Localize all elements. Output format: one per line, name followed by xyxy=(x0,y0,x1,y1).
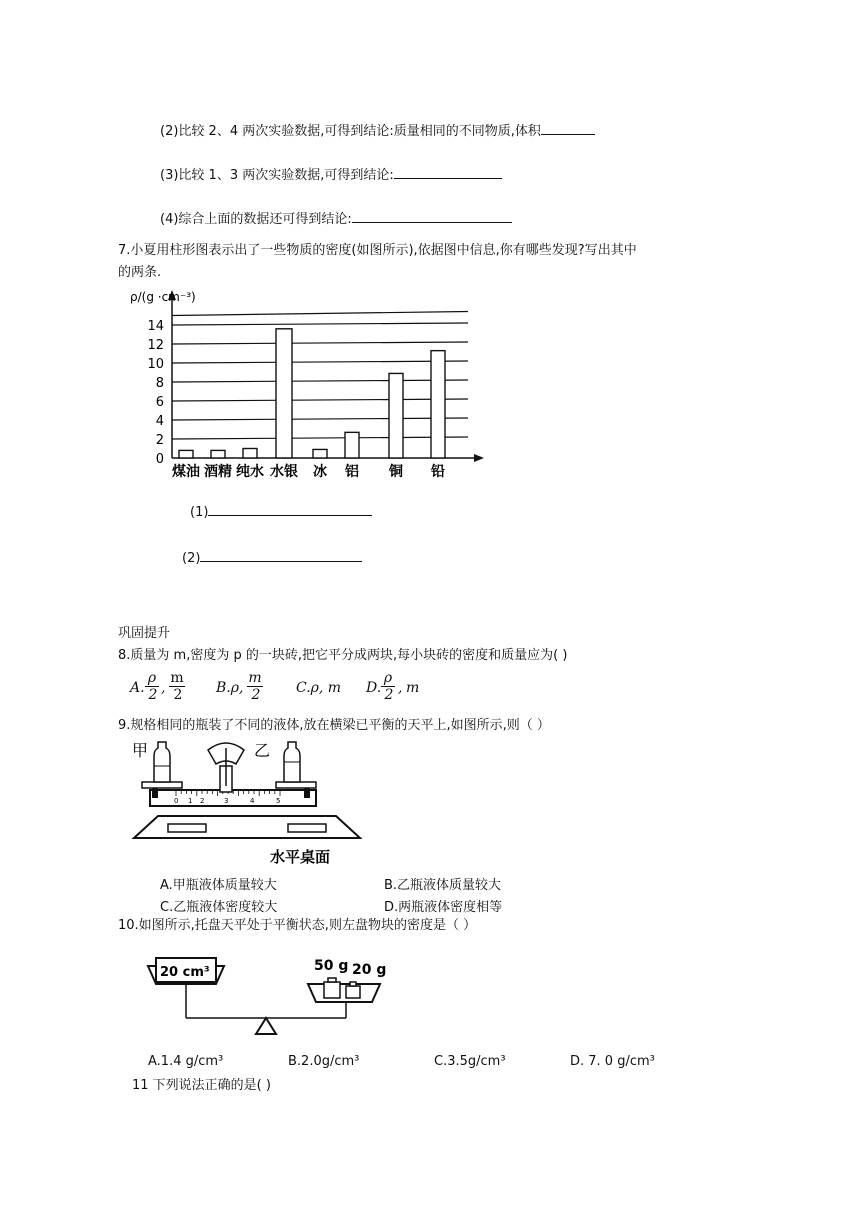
weight-20g-knob xyxy=(350,982,356,986)
q9-option-c[interactable]: C.乙瓶液体密度较大 xyxy=(160,900,278,915)
pan-left xyxy=(142,782,182,788)
chart-y-ticks xyxy=(147,319,164,467)
x-axis-arrow xyxy=(474,454,484,462)
label-jia: 甲 xyxy=(132,741,149,760)
scale-mark-1: 1 xyxy=(188,797,193,805)
category-label: 水银 xyxy=(270,464,298,480)
q8-option-c: C.ρ, m xyxy=(296,680,342,696)
scale-mark-4: 4 xyxy=(250,797,255,805)
y-tick-label: 4 xyxy=(155,414,164,429)
gridline xyxy=(172,361,468,363)
q6-part4-text: (4)综合上面的数据还可得到结论: xyxy=(160,212,352,227)
category-label: 冰 xyxy=(313,464,327,480)
gridline xyxy=(172,380,468,382)
scale-mark-3: 3 xyxy=(224,797,229,805)
weight-50g-label: 50 g xyxy=(314,958,349,974)
bar-5 xyxy=(345,432,359,458)
q8-b-numerator: m xyxy=(248,670,262,686)
y-tick-label: 12 xyxy=(147,338,164,353)
pan-right xyxy=(276,782,316,788)
q7-answer2-blank[interactable] xyxy=(200,549,362,562)
y-tick-label: 8 xyxy=(155,376,164,391)
q7-answer1 xyxy=(190,503,372,521)
q10-option-c[interactable]: C.3.5g/cm³ xyxy=(434,1054,506,1069)
q8-d-denominator: 2 xyxy=(384,687,394,703)
q8-a2-denominator: 2 xyxy=(173,687,183,703)
tray-right xyxy=(308,984,380,1002)
chart-grid xyxy=(172,312,468,440)
q7-answer1-label: (1) xyxy=(190,505,209,520)
q8-d-mass: m xyxy=(406,680,420,696)
q7-stem-line1: 7.小夏用柱形图表示出了一些物质的密度(如图所示),依据图中信息,你有哪些发现?写出其中 xyxy=(118,243,637,258)
q6-part2-blank[interactable] xyxy=(541,122,595,135)
gridline xyxy=(172,323,468,325)
q6-part4 xyxy=(160,210,512,228)
label-yi: 乙 xyxy=(254,741,271,760)
q6-part3-blank[interactable] xyxy=(394,166,502,179)
q10-option-a[interactable]: A.1.4 g/cm³ xyxy=(148,1054,224,1069)
q8-d-numerator: ρ xyxy=(383,670,393,686)
category-label: 铜 xyxy=(389,464,403,480)
category-label: 铝 xyxy=(345,464,359,480)
balance-figure xyxy=(128,738,368,866)
base-foot-right xyxy=(288,824,326,832)
bar-3 xyxy=(276,329,292,458)
q8-option-b: B.ρ, xyxy=(216,680,244,696)
q8-option-a-label: A. xyxy=(130,680,145,696)
y-tick-label: 0 xyxy=(155,452,164,467)
y-tick-label: 6 xyxy=(155,395,164,410)
bar-4 xyxy=(313,449,327,458)
q8-a-comma: , xyxy=(161,680,166,696)
q7-stem-line2: 的两条. xyxy=(118,265,162,280)
q10-option-b[interactable]: B.2.0g/cm³ xyxy=(288,1054,360,1069)
q8-option-d-label: D. xyxy=(366,680,382,696)
category-label: 酒精 xyxy=(204,464,232,480)
chart-y-axis-label: ρ/(g ·cm⁻³) xyxy=(130,290,196,304)
base-foot-left xyxy=(168,824,206,832)
category-label: 纯水 xyxy=(236,464,264,480)
y-tick-label: 2 xyxy=(155,433,164,448)
q8-options xyxy=(130,670,450,702)
y-tick-label: 10 xyxy=(147,357,164,372)
y-tick-label: 14 xyxy=(147,319,164,334)
q7-answer1-blank[interactable] xyxy=(208,503,372,516)
gridline xyxy=(172,418,468,420)
q9-stem: 9.规格相同的瓶装了不同的液体,放在横梁已平衡的天平上,如图所示,则（ ） xyxy=(118,718,550,733)
section-title: 巩固提升 xyxy=(118,626,171,641)
scale-mark-5: 5 xyxy=(276,797,281,805)
bottle-jia xyxy=(154,742,170,782)
bar-1 xyxy=(211,450,225,458)
block-label: 20 cm³ xyxy=(160,965,210,980)
q9-option-a[interactable]: A.甲瓶液体质量较大 xyxy=(160,878,277,893)
q8-d-comma: , xyxy=(398,680,403,696)
q9-option-b[interactable]: B.乙瓶液体质量较大 xyxy=(384,878,502,893)
bar-7 xyxy=(431,351,445,458)
bar-6 xyxy=(389,373,403,458)
gridline xyxy=(172,342,468,344)
q6-part3 xyxy=(160,166,502,184)
pan-right-stem xyxy=(304,788,310,798)
table-caption: 水平桌面 xyxy=(270,848,331,866)
weight-50g xyxy=(324,982,340,998)
q10-stem: 10.如图所示,托盘天平处于平衡状态,则左盘物块的密度是（ ） xyxy=(118,918,477,933)
chart-categories xyxy=(171,463,445,480)
q7-answer2 xyxy=(182,549,362,567)
q9-option-d[interactable]: D.两瓶液体密度相等 xyxy=(384,900,503,915)
weight-50g-knob xyxy=(328,978,336,982)
q8-a-numerator: ρ xyxy=(147,670,157,686)
q8-a2-numerator: m xyxy=(170,670,184,686)
gridline xyxy=(172,312,468,316)
bar-2 xyxy=(243,449,257,459)
q10-option-d[interactable]: D. 7. 0 g/cm³ xyxy=(570,1054,655,1069)
q6-part2 xyxy=(160,122,595,140)
q6-part3-text: (3)比较 1、3 两次实验数据,可得到结论: xyxy=(160,168,394,183)
density-bar-chart xyxy=(126,284,486,484)
fulcrum xyxy=(256,1018,276,1034)
gridline xyxy=(172,437,468,439)
q6-part2-text: (2)比较 2、4 两次实验数据,可得到结论:质量相同的不同物质,体积 xyxy=(160,124,541,139)
q6-part4-blank[interactable] xyxy=(352,210,512,223)
q7-answer2-label: (2) xyxy=(182,551,201,566)
scale-mark-0: 0 xyxy=(174,797,179,805)
category-label: 煤油 xyxy=(172,464,200,480)
gridline xyxy=(172,399,468,401)
bar-0 xyxy=(179,450,193,458)
tray-balance-figure xyxy=(140,944,400,1040)
scale-mark-2: 2 xyxy=(200,797,205,805)
q11-stem: 11 下列说法正确的是( ) xyxy=(132,1078,271,1093)
pan-left-stem xyxy=(152,788,158,798)
category-label: 铅 xyxy=(431,464,445,480)
q8-a-denominator: 2 xyxy=(148,687,158,703)
weight-20g-label: 20 g xyxy=(352,962,387,978)
q8-stem: 8.质量为 m,密度为 p 的一块砖,把它平分成两块,每小块砖的密度和质量应为( ) xyxy=(118,648,568,663)
q8-b-denominator: 2 xyxy=(251,687,261,703)
weight-20g xyxy=(346,986,360,998)
